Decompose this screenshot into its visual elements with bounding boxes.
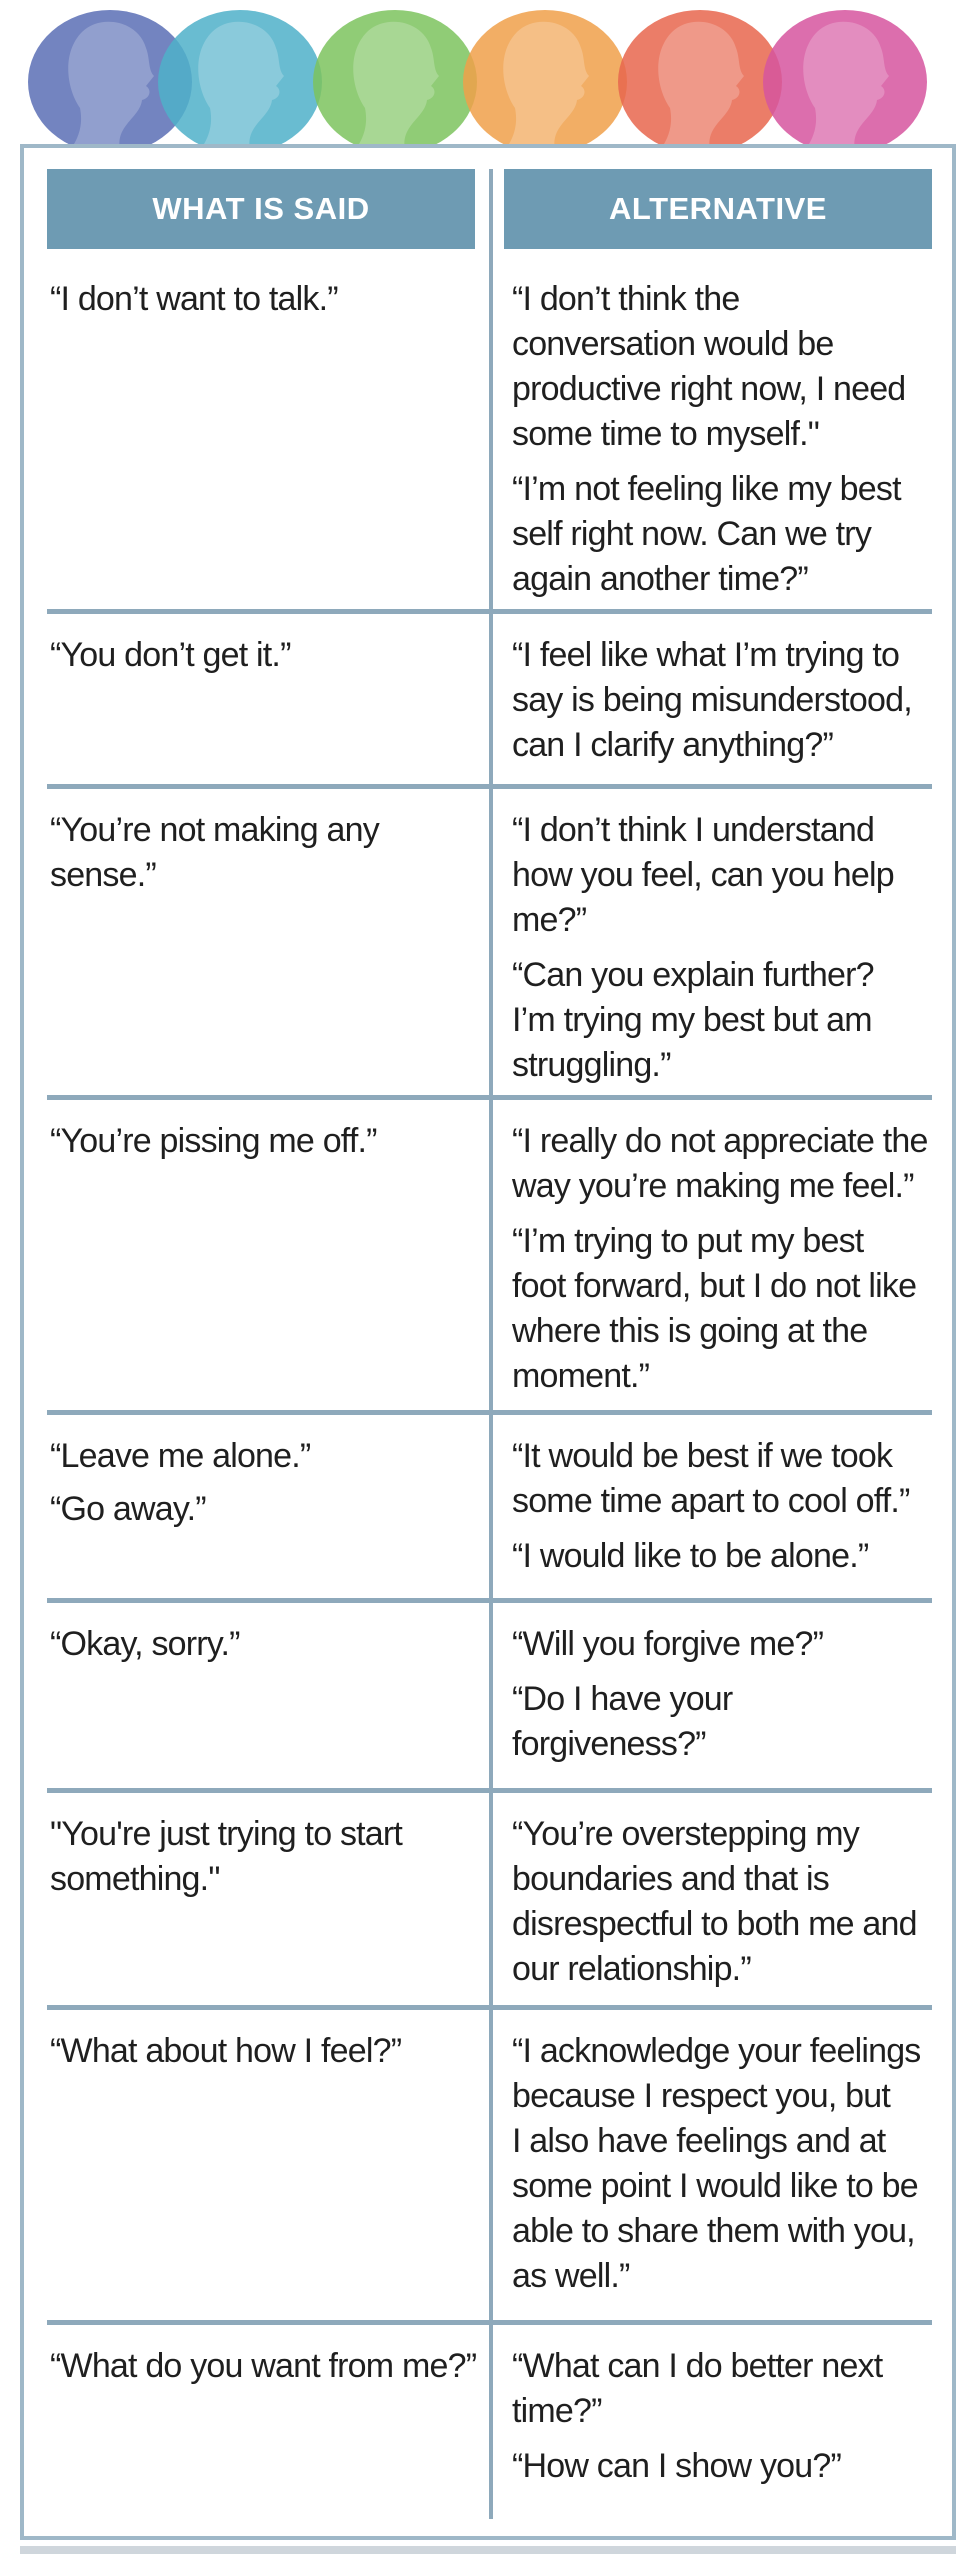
alternative-text: “I’m not feeling like my best [512, 470, 901, 508]
alternative-quote [512, 1119, 942, 1209]
bottom-rule [20, 2546, 956, 2554]
alternative-quote [512, 1434, 942, 1524]
alternative-text: able to share them with you, [512, 2212, 915, 2250]
row-separator [47, 2320, 932, 2325]
alternative-text: say is being misunderstood, [512, 681, 912, 719]
row-separator [47, 2005, 932, 2010]
header-illustration [0, 0, 976, 160]
row-separator [47, 1410, 932, 1415]
header-what-is-said: WHAT IS SAID [47, 169, 475, 249]
alternative-text: some time to myself." [512, 415, 820, 453]
alternative-quote [512, 277, 942, 457]
said-cell [50, 1622, 480, 1667]
alternative-text: conversation would be [512, 325, 834, 363]
alternative-text: self right now. Can we try [512, 515, 872, 553]
alternative-text: “I would like to be alone.” [512, 1537, 869, 1575]
said-text: “Go away.” [50, 1490, 206, 1528]
alternative-quote [512, 633, 942, 768]
alternative-cell [512, 2029, 942, 2299]
alternative-text: some point I would like to be [512, 2167, 918, 2205]
alternative-text: our relationship.” [512, 1950, 751, 1988]
alternative-cell [512, 2344, 942, 2489]
paragraph-gap [512, 2434, 942, 2444]
alternative-cell [512, 1622, 942, 1767]
alternative-text: “I really do not appreciate the [512, 1122, 928, 1160]
alternative-text: “I feel like what I’m trying to [512, 636, 900, 674]
said-text: “You don’t get it.” [50, 636, 291, 674]
alternative-text: “It would be best if we took [512, 1437, 893, 1475]
said-text: "You're just trying to start [50, 1815, 403, 1853]
alternative-text: productive right now, I need [512, 370, 906, 408]
alternative-text: can I clarify anything?” [512, 726, 833, 764]
alternative-quote [512, 1622, 942, 1667]
row-separator [47, 1788, 932, 1793]
alternative-text: “You’re overstepping my [512, 1815, 859, 1853]
said-text: something." [50, 1860, 220, 1898]
alternative-text: struggling.” [512, 1046, 671, 1084]
paragraph-gap [512, 943, 942, 953]
alternative-text: “Will you forgive me?” [512, 1625, 824, 1663]
alternative-quote [512, 1219, 942, 1399]
said-cell [50, 633, 480, 678]
alternative-text: I also have feelings and at [512, 2122, 886, 2160]
said-text: “What do you want from me?” [50, 2347, 477, 2385]
said-cell [50, 1812, 480, 1902]
column-divider [489, 169, 493, 2519]
alternative-text: foot forward, but I do not like [512, 1267, 917, 1305]
alternative-text: boundaries and that is [512, 1860, 829, 1898]
alternative-quote [512, 2444, 942, 2489]
said-text: “I don’t want to talk.” [50, 280, 338, 318]
alternative-cell [512, 277, 942, 602]
row-separator [47, 1095, 932, 1100]
said-cell [50, 1434, 480, 1532]
said-text: “You’re pissing me off.” [50, 1122, 377, 1160]
alternative-quote [512, 808, 942, 943]
alternative-text: because I respect you, but [512, 2077, 891, 2115]
alternative-quote [512, 1677, 942, 1767]
alternative-cell [512, 633, 942, 768]
profile-heads-illustration [0, 0, 976, 160]
said-text: “What about how I feel?” [50, 2032, 402, 2070]
alternative-text: how you feel, can you help [512, 856, 894, 894]
alternative-cell [512, 808, 942, 1088]
alternative-cell [512, 1119, 942, 1399]
said-cell [50, 277, 480, 322]
paragraph-gap [512, 1524, 942, 1534]
alternative-cell [512, 1434, 942, 1579]
alternative-quote [512, 2344, 942, 2434]
alternative-text: “I’m trying to put my best [512, 1222, 864, 1260]
alternative-text: again another time?” [512, 560, 808, 598]
alternative-text: “I acknowledge your feelings [512, 2032, 921, 2070]
said-cell [50, 808, 480, 898]
paragraph-gap [512, 457, 942, 467]
alternative-text: “How can I show you?” [512, 2447, 842, 2485]
paragraph-gap [512, 1209, 942, 1219]
alternative-text: “Can you explain further? [512, 956, 874, 994]
row-separator [47, 784, 932, 789]
said-cell [50, 2029, 480, 2074]
said-text: “You’re not making any [50, 811, 379, 849]
alternative-text: forgiveness?” [512, 1725, 706, 1763]
alternative-cell [512, 1812, 942, 1992]
alternative-text: some time apart to cool off.” [512, 1482, 910, 1520]
alternative-text: “I don’t think I understand [512, 811, 875, 849]
header-alternative: ALTERNATIVE [504, 169, 932, 249]
alternative-quote [512, 1534, 942, 1579]
alternative-text: I’m trying my best but am [512, 1001, 872, 1039]
alternative-text: “Do I have your [512, 1680, 733, 1718]
alternative-text: as well.” [512, 2257, 630, 2295]
alternative-text: time?” [512, 2392, 602, 2430]
row-separator [47, 1598, 932, 1603]
alternative-quote [512, 467, 942, 602]
said-cell [50, 1119, 480, 1164]
said-text: “Okay, sorry.” [50, 1625, 240, 1663]
row-separator [47, 609, 932, 614]
alternative-text: where this is going at the [512, 1312, 868, 1350]
alternative-quote [512, 2029, 942, 2299]
alternative-text: disrespectful to both me and [512, 1905, 917, 1943]
alternative-quote [512, 953, 942, 1088]
said-cell [50, 2344, 480, 2389]
said-text: “Leave me alone.” [50, 1437, 311, 1475]
alternative-text: way you’re making me feel.” [512, 1167, 914, 1205]
alternative-text: me?” [512, 901, 587, 939]
paragraph-gap [512, 1667, 942, 1677]
alternative-quote [512, 1812, 942, 1992]
alternative-text: “What can I do better next [512, 2347, 883, 2385]
alternative-text: “I don’t think the [512, 280, 740, 318]
alternative-text: moment.” [512, 1357, 650, 1395]
said-text: sense.” [50, 856, 156, 894]
